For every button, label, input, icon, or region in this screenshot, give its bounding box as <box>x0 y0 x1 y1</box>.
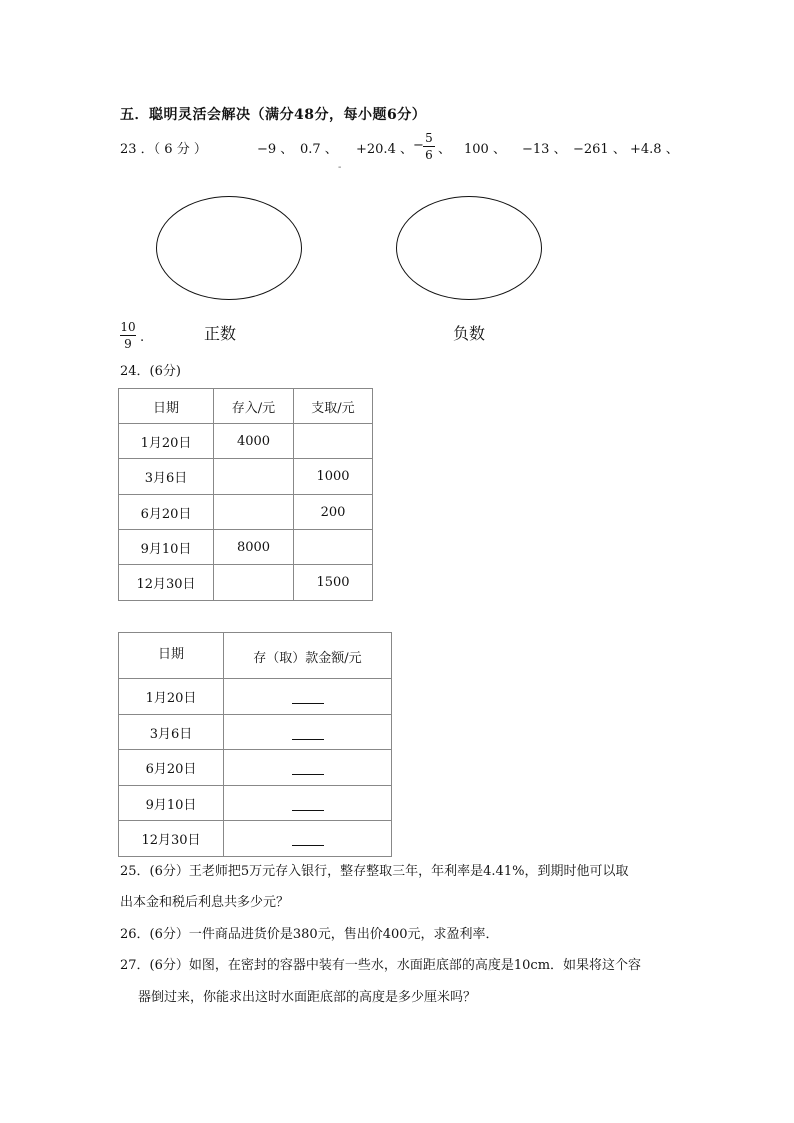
q23-number: −9 、 <box>257 142 294 157</box>
q23-number: +20.4 、 <box>356 142 413 157</box>
table-cell <box>214 495 294 530</box>
table-cell <box>224 786 392 821</box>
q23-end-period: . <box>140 330 145 345</box>
table-row <box>119 715 392 750</box>
table-cell: 1月20日 <box>119 424 214 459</box>
amount-table <box>118 632 392 857</box>
section-title: 五．聪明灵活会解决（满分48分，每小题6分） <box>120 107 427 123</box>
q25-line2: 出本金和税后利息共多少元？ <box>120 895 290 910</box>
q27-line1: 27．(6分）如图，在密封的容器中装有一些水，水面距底部的高度是10cm．如果将这个容 <box>120 958 642 973</box>
q23-fraction <box>120 320 136 351</box>
table-row <box>119 530 373 565</box>
q23-number: 0.7 、 <box>300 142 338 157</box>
fraction-bar <box>120 335 136 336</box>
table-header: 日期 <box>119 389 214 424</box>
table-header: 日期 <box>119 633 224 679</box>
q25-line1: 25．(6分）王老师把5万元存入银行，整存整取三年，年利率是4.41%，到期时他可以取 <box>120 864 629 879</box>
question-23 <box>120 131 680 178</box>
table-cell <box>294 530 373 565</box>
q26-text: 26．(6分）一件商品进货价是380元，售出价400元，求盈利率． <box>120 927 499 942</box>
q23-fraction <box>423 131 435 162</box>
table-cell <box>224 679 392 715</box>
table-cell: 9月10日 <box>119 530 214 565</box>
table-cell: 1月20日 <box>119 679 224 715</box>
q24-title: 24．(6分) <box>120 364 181 379</box>
table-cell: 1000 <box>294 459 373 495</box>
table-header: 存入/元 <box>214 389 294 424</box>
table-row <box>119 565 373 601</box>
q23-frac-separator: 、 <box>438 142 452 157</box>
table-cell: 3月6日 <box>119 459 214 495</box>
answer-blank[interactable] <box>292 689 324 704</box>
table-row <box>119 495 373 530</box>
table-header: 支取/元 <box>294 389 373 424</box>
table-row <box>119 679 392 715</box>
q23-prefix: 23 ．（ 6 分 ） <box>120 142 207 157</box>
deposit-table <box>118 388 373 601</box>
q23-number: +4.8 、 <box>630 142 679 157</box>
table-cell <box>224 750 392 786</box>
table-cell: 4000 <box>214 424 294 459</box>
stray-mark: - <box>338 162 342 173</box>
table-cell: 9月10日 <box>119 786 224 821</box>
table-cell: 6月20日 <box>119 750 224 786</box>
table-row <box>119 750 392 786</box>
fraction-numerator: 10 <box>120 320 136 334</box>
q23-number: −261 、 <box>573 142 626 157</box>
negative-label: 负数 <box>453 324 486 343</box>
table-cell <box>224 821 392 857</box>
q27-line2: 器倒过来，你能求出这时水面距底部的高度是多少厘米吗？ <box>138 990 477 1005</box>
table-cell: 6月20日 <box>119 495 214 530</box>
table-cell: 1500 <box>294 565 373 601</box>
positive-number-ellipse <box>156 196 302 300</box>
table-header-row <box>119 633 392 679</box>
fraction-denominator: 9 <box>124 337 132 351</box>
answer-blank[interactable] <box>292 725 324 740</box>
table-cell <box>214 459 294 495</box>
table-cell: 8000 <box>214 530 294 565</box>
q23-number: −13 、 <box>522 142 567 157</box>
fraction-numerator: 5 <box>425 131 433 145</box>
q23-number: 100 、 <box>464 142 506 157</box>
table-cell: 12月30日 <box>119 821 224 857</box>
table-cell: 12月30日 <box>119 565 214 601</box>
table-cell <box>214 565 294 601</box>
table-cell <box>294 424 373 459</box>
table-row <box>119 424 373 459</box>
table-cell: 3月6日 <box>119 715 224 750</box>
fraction-bar <box>423 146 435 147</box>
table-cell: 200 <box>294 495 373 530</box>
table-row <box>119 821 392 857</box>
answer-blank[interactable] <box>292 831 324 846</box>
answer-blank[interactable] <box>292 796 324 811</box>
table-row <box>119 459 373 495</box>
fraction-denominator: 6 <box>425 148 433 162</box>
q23-frac-sign: − <box>413 138 424 153</box>
table-row <box>119 786 392 821</box>
table-header-row <box>119 389 373 424</box>
answer-blank[interactable] <box>292 760 324 775</box>
positive-label: 正数 <box>204 324 237 343</box>
table-header: 存（取）款金额/元 <box>224 633 392 679</box>
table-cell <box>224 715 392 750</box>
negative-number-ellipse <box>396 196 542 300</box>
